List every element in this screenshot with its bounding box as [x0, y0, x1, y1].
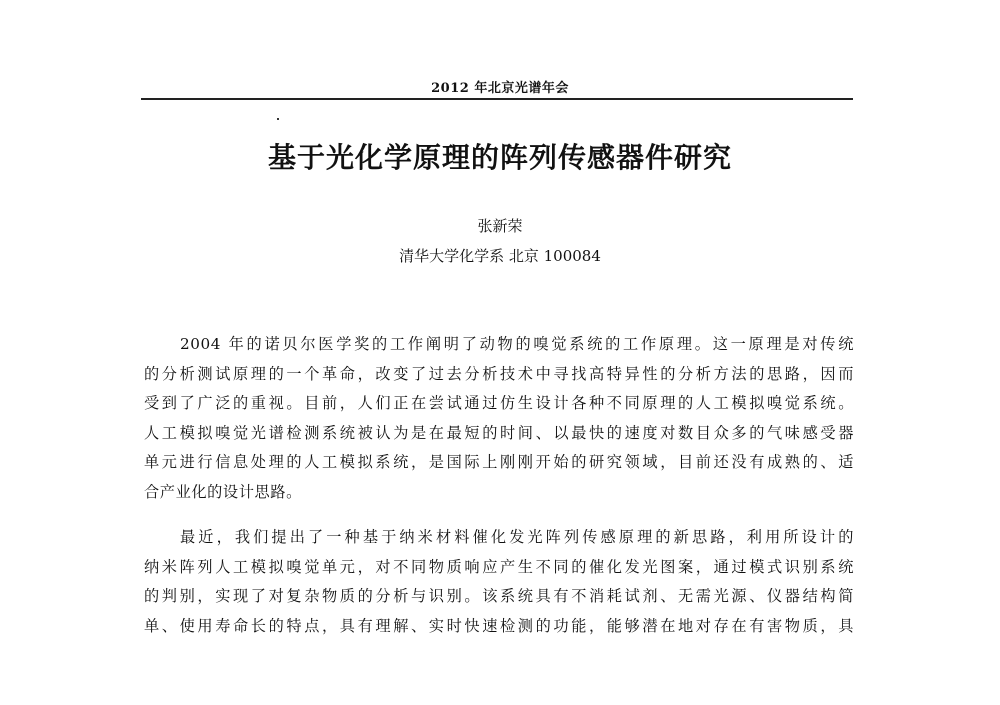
- scan-speck: [277, 118, 279, 120]
- text-line: 合产业化的设计思路。: [144, 482, 302, 501]
- header-rule: [141, 98, 853, 100]
- text-line: 2004 年的诺贝尔医学奖的工作阐明了动物的嗅觉系统的工作原理。这一原理是对传统: [180, 335, 854, 353]
- text-line: 最近，我们提出了一种基于纳米材料催化发光阵列传感原理的新思路，利用所设计的: [180, 528, 854, 546]
- author-name: 张新荣: [477, 217, 523, 235]
- text-line: 受到了广泛的重视。目前，人们正在尝试通过仿生设计各种不同原理的人工模拟嗅觉系统。: [144, 394, 854, 412]
- text-line: 的判别，实现了对复杂物质的分析与识别。该系统具有不消耗试剂、无需光源、仪器结构简: [144, 587, 854, 605]
- paragraph-1: [144, 330, 854, 507]
- text-line: 纳米阵列人工模拟嗅觉单元，对不同物质响应产生不同的催化发光图案，通过模式识别系统: [144, 557, 854, 576]
- text-line: 人工模拟嗅觉光谱检测系统被认为是在最短的时间、以最快的速度对数目众多的气味感受器: [144, 423, 854, 442]
- text-line: 单元进行信息处理的人工模拟系统，是国际上刚刚开始的研究领域，目前还没有成熟的、适: [144, 453, 854, 471]
- running-header: 2012 年北京光谱年会: [431, 81, 569, 96]
- author-affiliation: 清华大学化学系 北京 100084: [399, 247, 601, 265]
- paragraph-2: [144, 523, 854, 641]
- paper-title: 基于光化学原理的阵列传感器件研究: [267, 141, 732, 174]
- body-text: [144, 330, 854, 641]
- text-line: 单、使用寿命长的特点，具有理解、实时快速检测的功能，能够潜在地对存在有害物质，具: [144, 616, 854, 635]
- text-line: 的分析测试原理的一个革命，改变了过去分析技术中寻找高特异性的分析方法的思路，因而: [144, 364, 854, 383]
